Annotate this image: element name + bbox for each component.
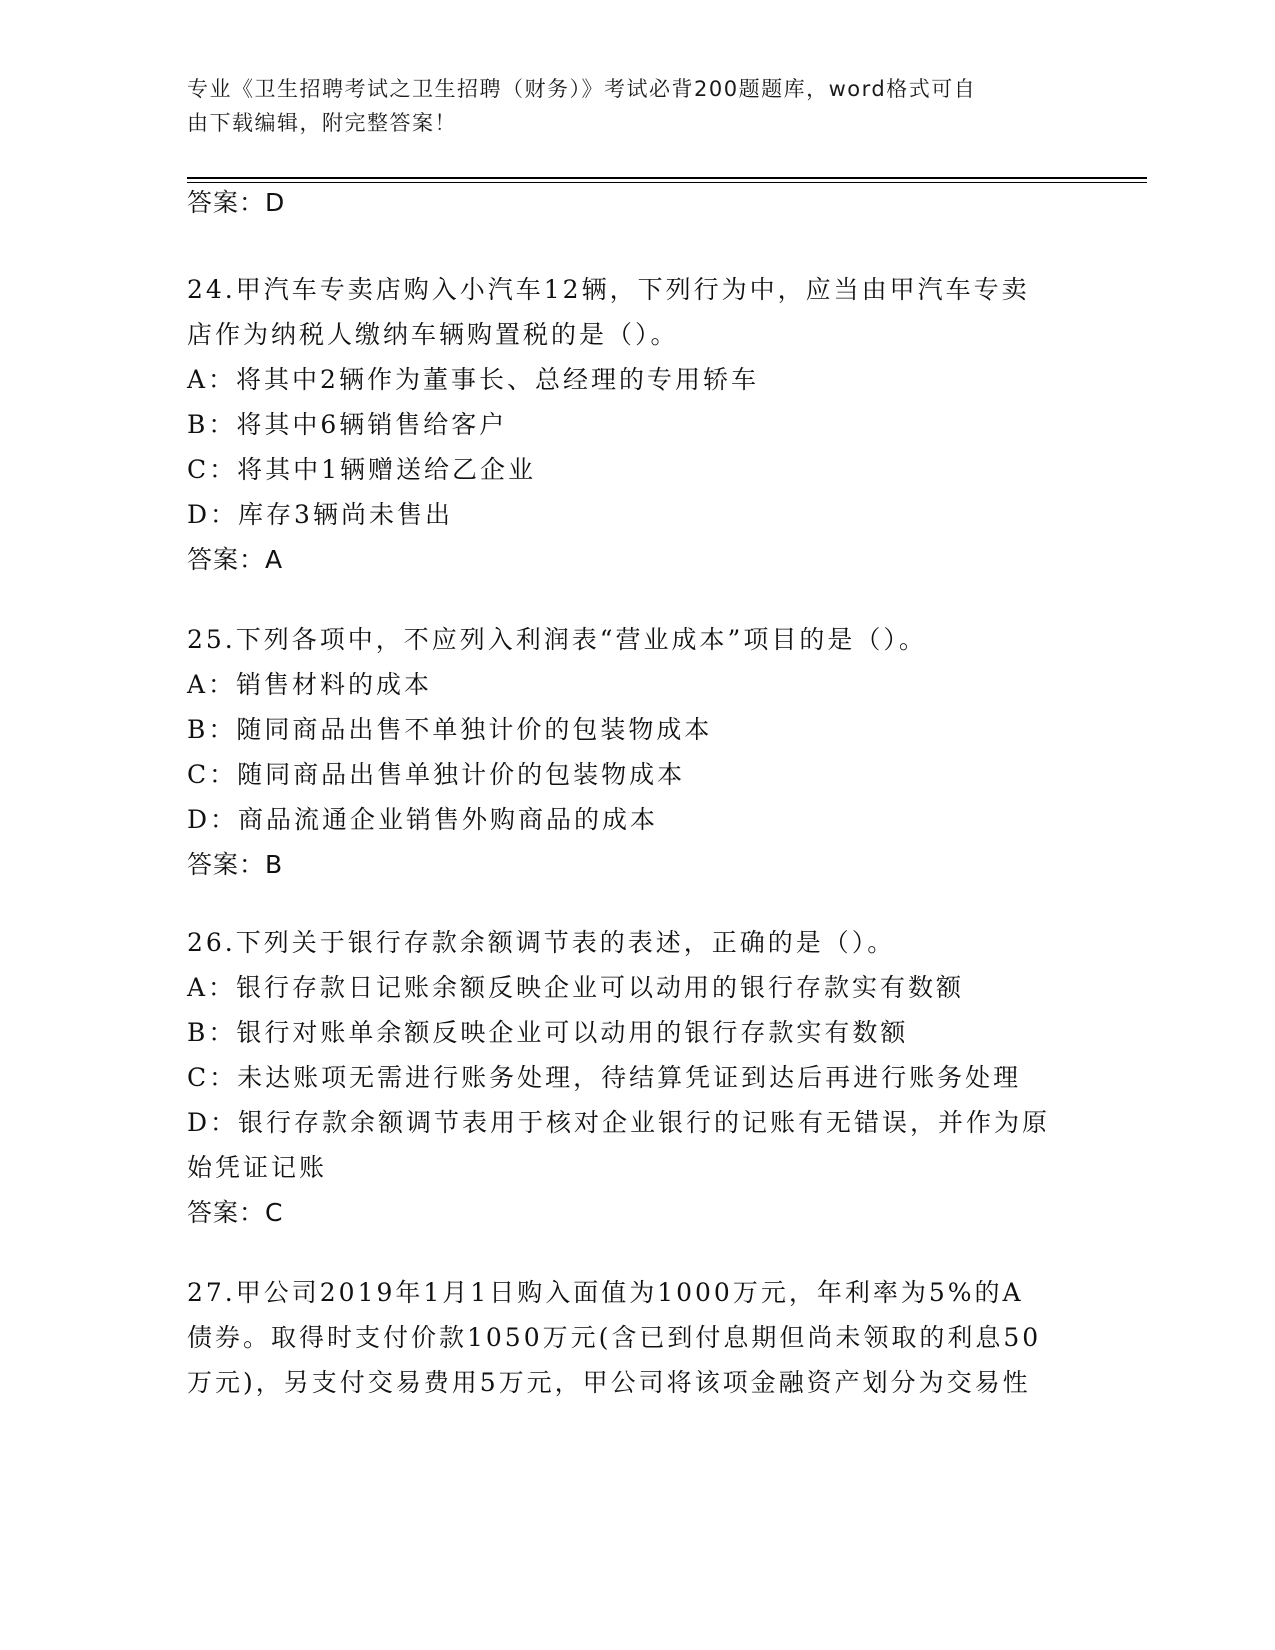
question-24 <box>187 267 1087 582</box>
question-25 <box>187 617 1087 887</box>
option-a: A：银行存款日记账余额反映企业可以动用的银行存款实有数额 <box>187 973 965 1002</box>
question-27 <box>187 1270 1087 1405</box>
header-line-1: 专业《卫生招聘考试之卫生招聘（财务）》考试必背200题题库，word格式可自 <box>187 77 977 101</box>
option-c: C：未达账项无需进行账务处理，待结算凭证到达后再进行账务处理 <box>187 1063 1022 1092</box>
question-stem-line: 25.下列各项中，不应列入利润表“营业成本”项目的是（）。 <box>187 625 927 654</box>
question-stem-line: 27.甲公司2019年1月1日购入面值为1000万元，年利率为5%的A <box>187 1278 1024 1307</box>
header-line-2: 由下载编辑，附完整答案！ <box>187 111 457 135</box>
question-stem-line: 24.甲汽车专卖店购入小汽车12辆，下列行为中，应当由甲汽车专卖 <box>187 275 1030 304</box>
question-stem-line: 债券。取得时支付价款1050万元(含已到付息期但尚未领取的利息50 <box>187 1323 1042 1352</box>
option-d: D：商品流通企业销售外购商品的成本 <box>187 805 659 834</box>
option-d: D：银行存款余额调节表用于核对企业银行的记账有无错误，并作为原 <box>187 1108 1051 1137</box>
answer-label: 答案：C <box>187 1198 284 1227</box>
option-b: B：银行对账单余额反映企业可以动用的银行存款实有数额 <box>187 1018 909 1047</box>
question-stem-line: 店作为纳税人缴纳车辆购置税的是（）。 <box>187 320 679 349</box>
option-b: B：将其中6辆销售给客户 <box>187 410 508 439</box>
document-header <box>187 72 1067 140</box>
answer-label: 答案：A <box>187 545 284 574</box>
prev-answer-block <box>187 180 1087 225</box>
question-stem-line: 万元)，另支付交易费用5万元，甲公司将该项金融资产划分为交易性 <box>187 1368 1031 1397</box>
question-stem-line: 26.下列关于银行存款余额调节表的表述，正确的是（）。 <box>187 928 896 957</box>
option-c: C：随同商品出售单独计价的包装物成本 <box>187 760 686 789</box>
option-d-continued: 始凭证记账 <box>187 1153 328 1182</box>
header-rule-thick <box>187 177 1147 179</box>
option-a: A：销售材料的成本 <box>187 670 433 699</box>
question-26 <box>187 920 1087 1235</box>
option-d: D：库存3辆尚未售出 <box>187 500 453 529</box>
answer-label: 答案：D <box>187 188 286 217</box>
option-a: A：将其中2辆作为董事长、总经理的专用轿车 <box>187 365 759 394</box>
answer-label: 答案：B <box>187 850 284 879</box>
option-c: C：将其中1辆赠送给乙企业 <box>187 455 537 484</box>
option-b: B：随同商品出售不单独计价的包装物成本 <box>187 715 713 744</box>
